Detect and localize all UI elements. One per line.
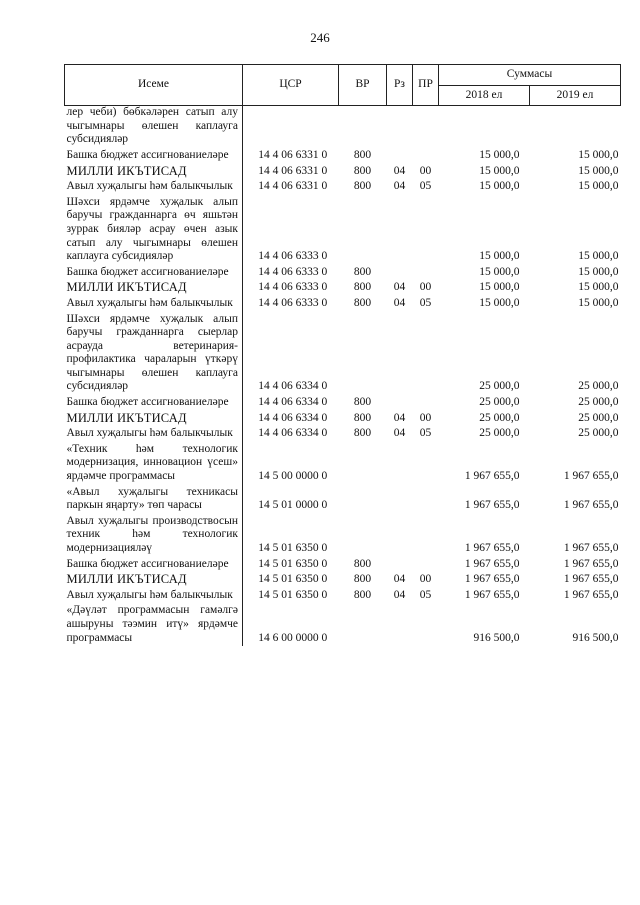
row-vr-code: 800 — [353, 557, 372, 570]
row-rz-code: 04 — [393, 180, 406, 193]
row-sum-2019: 1 967 655,0 — [563, 470, 619, 483]
row-sum-2019: 15 000,0 — [578, 250, 619, 263]
row-vr-code: 800 — [353, 427, 372, 440]
row-vr-code — [339, 195, 387, 265]
row-vr-code: 800 — [353, 281, 372, 294]
table-row — [65, 603, 621, 646]
row-rz-code — [387, 265, 413, 281]
row-pr-code — [413, 557, 439, 573]
row-sum-2019: 15 000,0 — [578, 164, 619, 177]
table-header — [65, 65, 621, 106]
row-csr-code: 14 4 06 6331 0 — [258, 180, 328, 193]
table-row — [65, 514, 621, 557]
table-row — [65, 195, 621, 265]
table-row — [65, 485, 621, 514]
row-csr-code: 14 4 06 6334 0 — [258, 427, 328, 440]
row-vr-code: 800 — [353, 573, 372, 586]
row-csr-code: 14 5 00 0000 0 — [258, 470, 328, 483]
table-row — [65, 148, 621, 164]
table-body — [65, 106, 621, 646]
row-sum-2018: 25 000,0 — [479, 396, 520, 409]
row-pr-code: 00 — [419, 164, 432, 177]
row-sum-2018: 1 967 655,0 — [464, 470, 520, 483]
row-rz-code — [387, 312, 413, 396]
row-sum-2019 — [530, 106, 621, 148]
row-rz-code — [387, 557, 413, 573]
row-name: Башка бюджет ассигнованиеләре — [65, 265, 243, 281]
row-csr-code — [243, 106, 339, 148]
row-name: Авыл хуҗалыгы производствосын техник һәм технологик модернизацияләү — [65, 514, 243, 557]
row-pr-code — [413, 603, 439, 646]
row-sum-2019: 1 967 655,0 — [563, 588, 619, 601]
row-pr-code — [413, 312, 439, 396]
header-year-2018: 2018 ел — [439, 85, 530, 106]
row-vr-code: 800 — [353, 164, 372, 177]
row-sum-2019: 1 967 655,0 — [563, 573, 619, 586]
row-rz-code: 04 — [393, 411, 406, 424]
table-row — [65, 164, 621, 180]
row-sum-2018 — [439, 106, 530, 148]
row-sum-2019: 25 000,0 — [578, 396, 619, 409]
row-vr-code: 800 — [353, 180, 372, 193]
row-name: Авыл хуҗалыгы һәм балыкчылык — [65, 588, 243, 604]
row-rz-code — [387, 195, 413, 265]
row-rz-code: 04 — [393, 427, 406, 440]
row-name: МИЛЛИ ИКЪТИСАД — [65, 164, 243, 180]
table-row — [65, 179, 621, 195]
row-sum-2019: 25 000,0 — [578, 411, 619, 424]
row-vr-code — [339, 312, 387, 396]
row-vr-code: 800 — [353, 396, 372, 409]
row-sum-2019: 1 967 655,0 — [563, 542, 619, 554]
row-rz-code: 04 — [393, 164, 406, 177]
row-rz-code — [387, 442, 413, 485]
row-sum-2019: 25 000,0 — [578, 427, 619, 440]
row-pr-code: 00 — [419, 573, 432, 586]
row-rz-code — [387, 603, 413, 646]
row-vr-code — [339, 514, 387, 557]
row-csr-code: 14 5 01 6350 0 — [258, 557, 328, 570]
row-vr-code — [339, 442, 387, 485]
header-name: Исеме — [65, 65, 243, 106]
row-csr-code: 14 5 01 6350 0 — [258, 542, 328, 554]
row-name: Башка бюджет ассигнованиеләре — [65, 557, 243, 573]
row-csr-code: 14 4 06 6333 0 — [258, 281, 328, 294]
row-csr-code: 14 6 00 0000 0 — [258, 631, 328, 644]
row-name: Авыл хуҗалыгы һәм балыкчылык — [65, 426, 243, 442]
row-vr-code: 800 — [353, 265, 372, 278]
row-sum-2018: 1 967 655,0 — [464, 557, 520, 570]
row-csr-code: 14 4 06 6333 0 — [258, 296, 328, 309]
row-sum-2019: 1 967 655,0 — [563, 499, 619, 512]
row-csr-code: 14 4 06 6334 0 — [258, 411, 328, 424]
row-csr-code: 14 4 06 6334 0 — [258, 380, 328, 393]
row-sum-2018: 15 000,0 — [479, 164, 520, 177]
row-rz-code — [387, 395, 413, 411]
row-sum-2018: 1 967 655,0 — [464, 542, 520, 554]
row-pr-code: 05 — [419, 180, 432, 193]
row-csr-code: 14 4 06 6334 0 — [258, 396, 328, 409]
row-pr-code — [413, 195, 439, 265]
header-sums: Суммасы — [439, 65, 621, 86]
row-name: Шәхси ярдәмче хуҗалык алып баручы гражданнарга өч яшьтән зуррак бияләр асрау өчен азык сатып алу чыгымнары өлешен каплауга субсидияләр — [65, 195, 243, 265]
row-rz-code — [387, 485, 413, 514]
row-rz-code — [387, 148, 413, 164]
row-name: «Авыл хуҗалыгы техникасы паркын яңарту» төп чарасы — [65, 485, 243, 514]
row-sum-2019: 15 000,0 — [578, 180, 619, 193]
row-vr-code — [339, 603, 387, 646]
row-vr-code: 800 — [353, 588, 372, 601]
row-pr-code — [413, 514, 439, 557]
row-rz-code: 04 — [393, 281, 406, 294]
row-rz-code: 04 — [393, 573, 406, 586]
row-pr-code — [413, 265, 439, 281]
row-sum-2018: 25 000,0 — [479, 411, 520, 424]
row-rz-code: 04 — [393, 296, 406, 309]
row-pr-code — [413, 106, 439, 148]
row-name: Авыл хуҗалыгы һәм балыкчылык — [65, 179, 243, 195]
header-csr: ЦСР — [243, 65, 339, 106]
table-row — [65, 106, 621, 148]
row-pr-code: 00 — [419, 411, 432, 424]
table-row — [65, 426, 621, 442]
table-row — [65, 312, 621, 396]
row-sum-2018: 1 967 655,0 — [464, 588, 520, 601]
row-csr-code: 14 5 01 6350 0 — [258, 573, 328, 586]
row-sum-2018: 25 000,0 — [479, 380, 520, 393]
row-rz-code — [387, 106, 413, 148]
row-csr-code: 14 5 01 6350 0 — [258, 588, 328, 601]
row-vr-code: 800 — [353, 148, 372, 161]
row-vr-code: 800 — [353, 411, 372, 424]
row-pr-code — [413, 485, 439, 514]
row-sum-2019: 15 000,0 — [578, 265, 619, 278]
row-sum-2018: 15 000,0 — [479, 296, 520, 309]
header-rz: Рз — [387, 65, 413, 106]
row-sum-2019: 15 000,0 — [578, 296, 619, 309]
row-csr-code: 14 4 06 6331 0 — [258, 164, 328, 177]
row-csr-code: 14 5 01 0000 0 — [258, 499, 328, 512]
row-name: Шәхси ярдәмче хуҗалык алып баручы гражданнарга сыерлар асрауда ветеринария-профилактика чараларын үткәрү чыгымнары өлешен каплауга субсидияләр — [65, 312, 243, 396]
row-vr-code: 800 — [353, 296, 372, 309]
row-name: «Дәүләт программасын гамәлгә ашыруны тәэмин итү» ярдәмче программасы — [65, 603, 243, 646]
row-pr-code — [413, 148, 439, 164]
row-sum-2019: 1 967 655,0 — [563, 557, 619, 570]
table-row — [65, 442, 621, 485]
row-sum-2018: 15 000,0 — [479, 265, 520, 278]
row-vr-code — [339, 485, 387, 514]
header-vr: ВР — [339, 65, 387, 106]
row-sum-2018: 1 967 655,0 — [464, 499, 520, 512]
table-row — [65, 411, 621, 427]
row-rz-code: 04 — [393, 588, 406, 601]
row-csr-code: 14 4 06 6331 0 — [258, 148, 328, 161]
row-name: МИЛЛИ ИКЪТИСАД — [65, 572, 243, 588]
row-vr-code — [339, 106, 387, 148]
row-sum-2018: 15 000,0 — [479, 180, 520, 193]
row-csr-code: 14 4 06 6333 0 — [258, 250, 328, 263]
row-sum-2018: 25 000,0 — [479, 427, 520, 440]
page-number: 246 — [310, 30, 330, 45]
table-row — [65, 296, 621, 312]
row-sum-2018: 15 000,0 — [479, 250, 520, 263]
row-name: Авыл хуҗалыгы һәм балыкчылык — [65, 296, 243, 312]
row-csr-code: 14 4 06 6333 0 — [258, 265, 328, 278]
header-year-2019: 2019 ел — [530, 85, 621, 106]
table-row — [65, 280, 621, 296]
row-pr-code: 05 — [419, 296, 432, 309]
budget-table — [64, 64, 621, 646]
table-row — [65, 557, 621, 573]
row-sum-2019: 916 500,0 — [572, 631, 619, 644]
row-name: МИЛЛИ ИКЪТИСАД — [65, 411, 243, 427]
row-name: «Техник һәм технологик модернизация, инновацион үсеш» ярдәмче программасы — [65, 442, 243, 485]
table-row — [65, 395, 621, 411]
row-sum-2018: 15 000,0 — [479, 148, 520, 161]
row-name: МИЛЛИ ИКЪТИСАД — [65, 280, 243, 296]
row-sum-2019: 15 000,0 — [578, 148, 619, 161]
row-rz-code — [387, 514, 413, 557]
row-pr-code — [413, 395, 439, 411]
row-sum-2018: 1 967 655,0 — [464, 573, 520, 586]
row-pr-code — [413, 442, 439, 485]
row-pr-code: 00 — [419, 281, 432, 294]
row-sum-2019: 25 000,0 — [578, 380, 619, 393]
table-row — [65, 572, 621, 588]
row-sum-2018: 916 500,0 — [473, 631, 520, 644]
row-sum-2019: 15 000,0 — [578, 281, 619, 294]
row-name: лер чеби) бөбкәләрен сатып алу чыгымнары өлешен каплауга субсидияләр — [65, 106, 243, 148]
row-sum-2018: 15 000,0 — [479, 281, 520, 294]
row-pr-code: 05 — [419, 588, 432, 601]
row-name: Башка бюджет ассигнованиеләре — [65, 148, 243, 164]
table-row — [65, 265, 621, 281]
row-pr-code: 05 — [419, 427, 432, 440]
row-name: Башка бюджет ассигнованиеләре — [65, 395, 243, 411]
header-pr: ПР — [413, 65, 439, 106]
table-row — [65, 588, 621, 604]
